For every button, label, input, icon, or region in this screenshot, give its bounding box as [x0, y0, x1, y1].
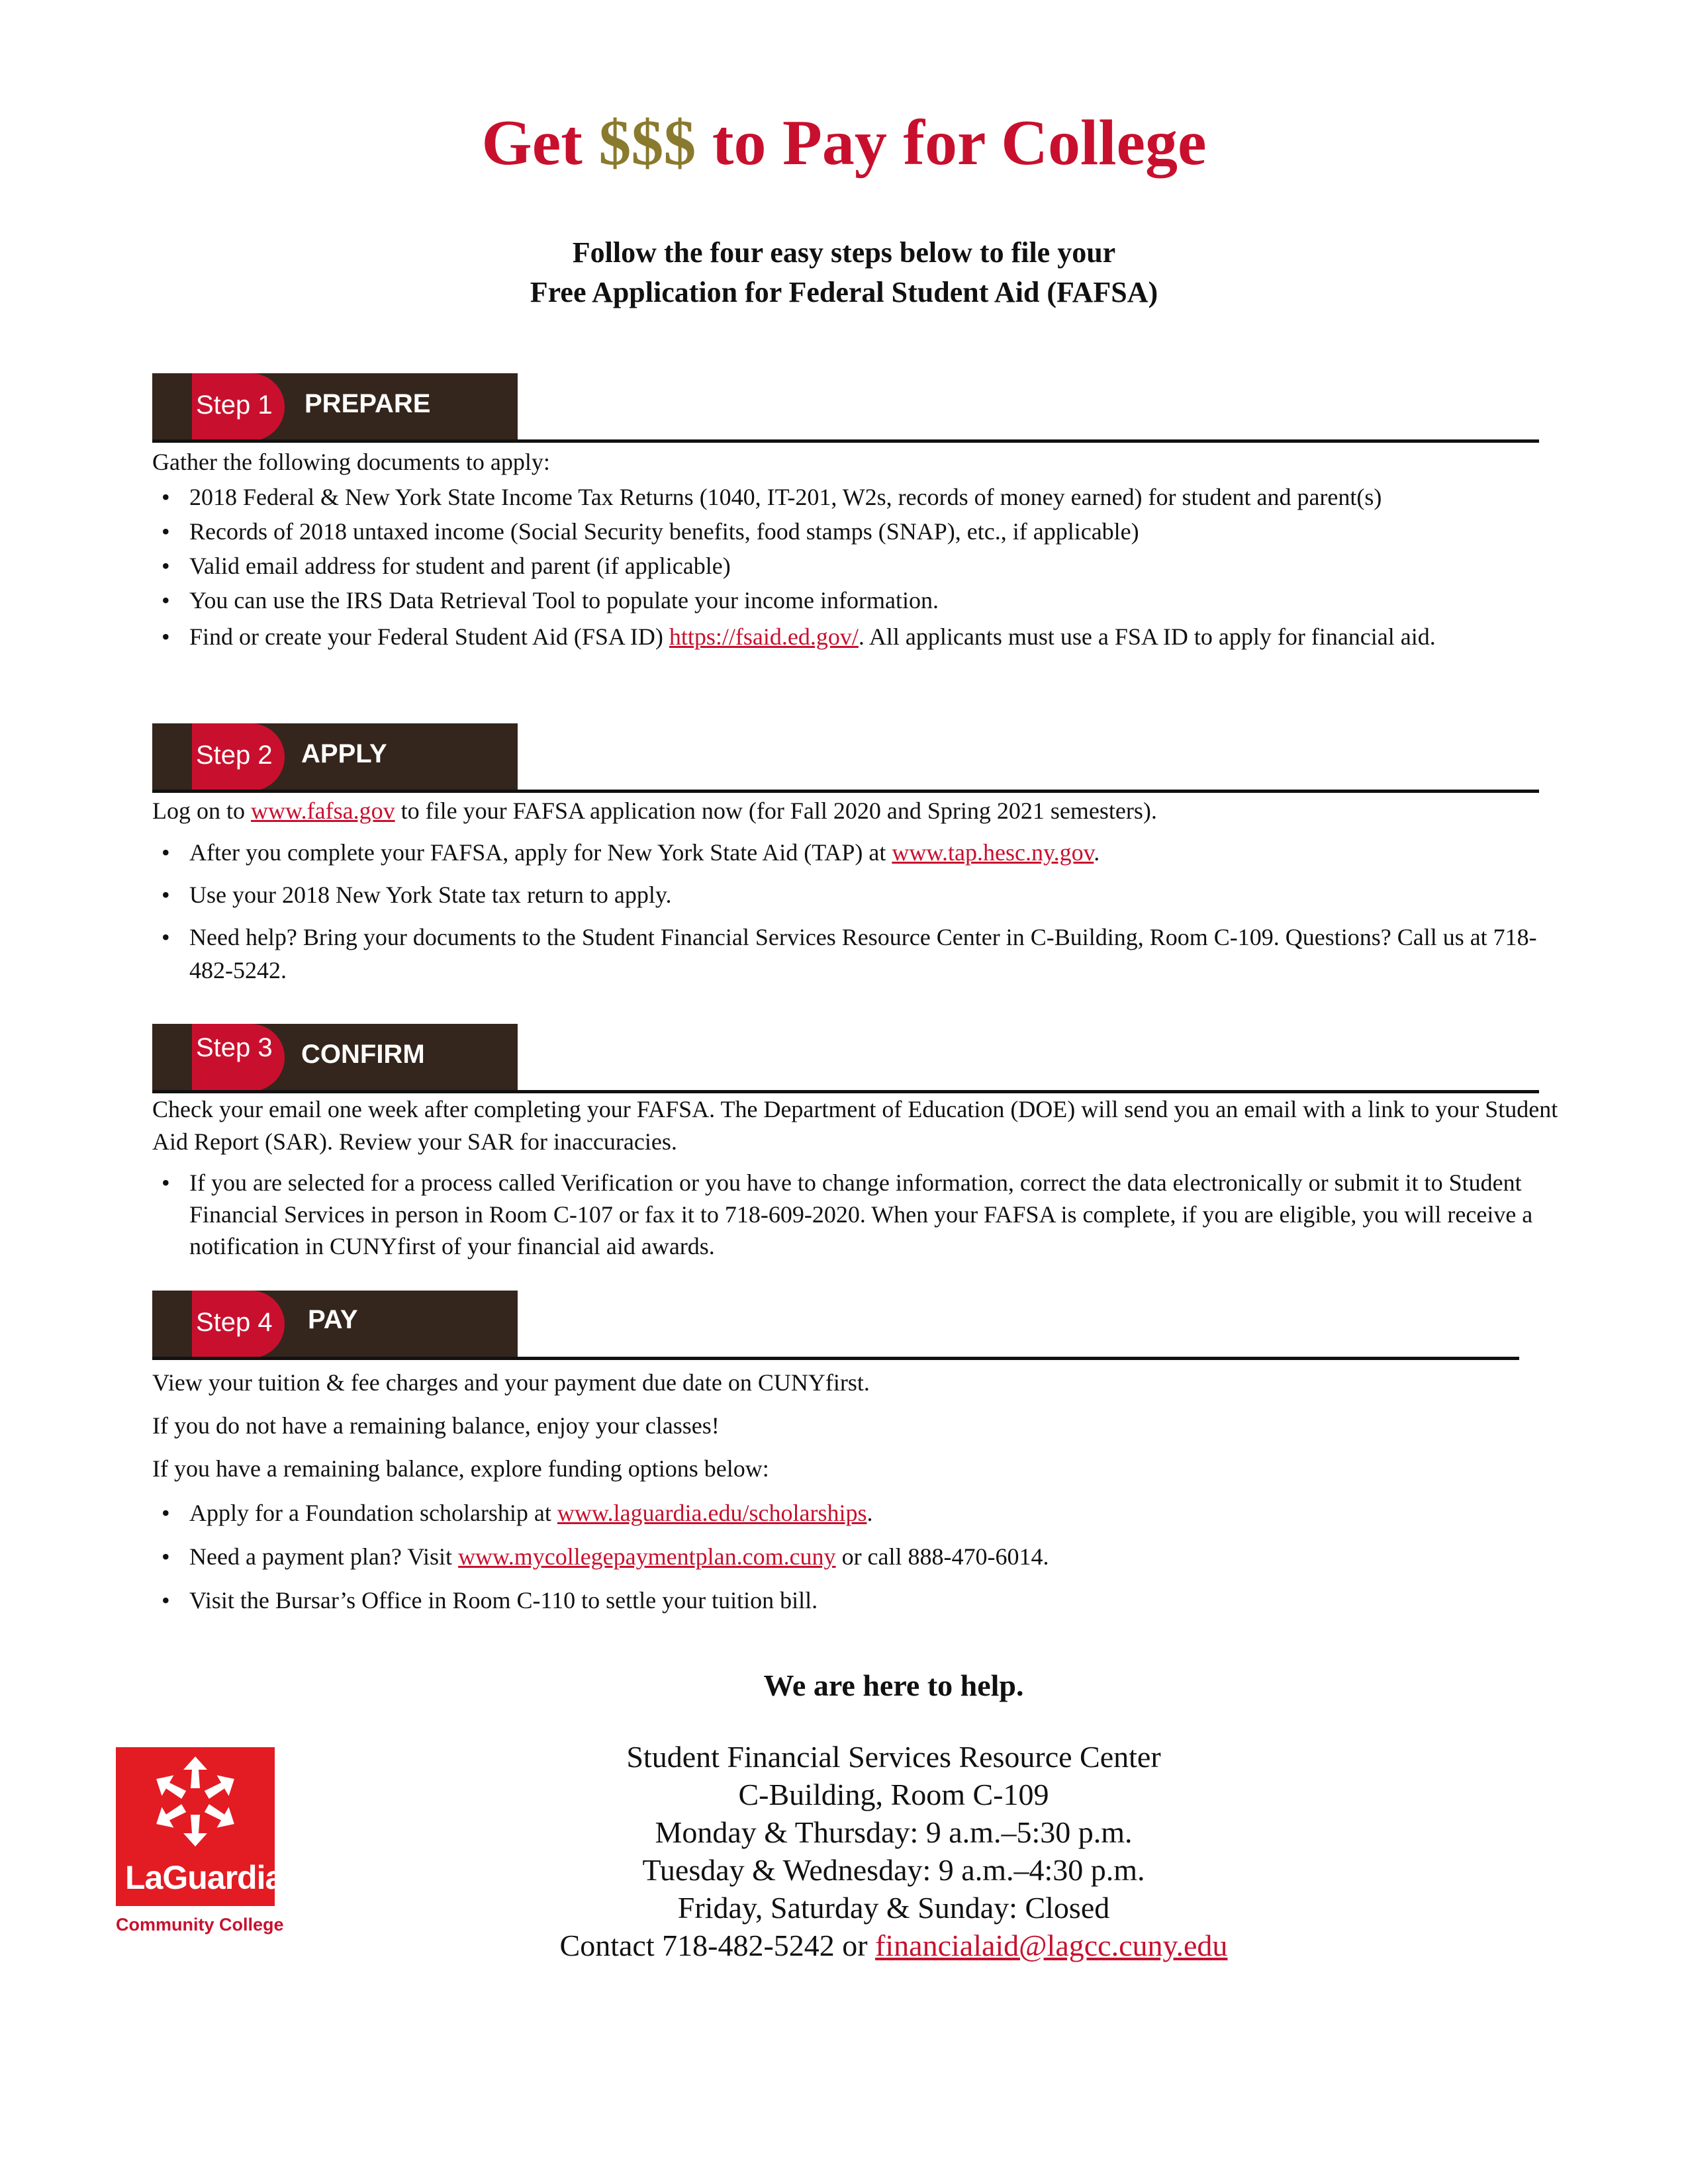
step1-intro: Gather the following documents to apply:	[152, 449, 550, 475]
help-room: C-Building, Room C-109	[738, 1778, 1049, 1811]
list-item	[152, 1535, 1569, 1578]
step3-label: Step 3	[196, 1033, 273, 1062]
list-item	[152, 480, 1569, 514]
contact-block	[397, 1738, 1390, 1964]
step4-lines	[152, 1361, 1569, 1490]
step4-header	[152, 1291, 518, 1358]
help-center: Student Financial Services Resource Center	[626, 1740, 1161, 1774]
step4-title: PAY	[308, 1305, 358, 1334]
step2-rule	[152, 790, 1539, 793]
step3-header-edge	[152, 1024, 192, 1091]
step1-bullet-text: You can use the IRS Data Retrieval Tool to populate your income information.	[189, 587, 939, 614]
step1-bullet-text: Records of 2018 untaxed income (Social Security benefits, food stamps (SNAP), etc., if applicable)	[189, 518, 1139, 545]
scholarships-link[interactable]: www.laguardia.edu/scholarships	[557, 1500, 867, 1526]
list-item	[152, 878, 1569, 911]
logo-name: LaGuardia	[125, 1859, 283, 1896]
step2-bullet3: Need help? Bring your documents to the Student Financial Services Resource Center in C-Building, Room C-109. Questions? Call us at 718-482-5242.	[189, 924, 1537, 983]
help-hours3: Friday, Saturday & Sunday: Closed	[677, 1891, 1110, 1925]
star-burst-icon	[116, 1747, 275, 1860]
step1-list	[152, 480, 1569, 656]
list-item	[152, 921, 1569, 987]
step2-title: APPLY	[301, 739, 387, 768]
list-item	[152, 836, 1569, 869]
step3-header	[152, 1024, 518, 1091]
step3-bullet1: If you are selected for a process called Verification or you have to change information, correct the data electronically or submit it to Student Financial Services in person in Room C-107 or fax it to 718-609-2020. When your FAFSA is complete, if you are eligible, you will receive a notification in CUNYfirst of your financial aid awards.	[189, 1169, 1533, 1259]
step4-line2: If you do not have a remaining balance, enjoy your classes!	[152, 1412, 720, 1439]
help-title: We are here to help.	[763, 1668, 1024, 1702]
title-part1: Get	[481, 107, 599, 179]
subtitle	[0, 233, 1688, 312]
step3-intro: Check your email one week after completing your FAFSA. The Department of Education (DOE) will send you an email with a link to your Student Aid Report (SAR). Review your SAR for inaccuracies.	[152, 1096, 1558, 1155]
logo-subtitle: Community College	[116, 1915, 284, 1934]
page-title	[0, 106, 1688, 180]
step3-list	[152, 1167, 1569, 1262]
fsaid-link[interactable]: https://fsaid.ed.gov/	[669, 623, 859, 650]
step1-title: PREPARE	[305, 389, 431, 418]
help-hours2: Tuesday & Wednesday: 9 a.m.–4:30 p.m.	[642, 1853, 1145, 1887]
subtitle-line1: Follow the four easy steps below to file your	[572, 236, 1116, 269]
list-item	[152, 1167, 1569, 1262]
step2-bullet2: Use your 2018 New York State tax return to apply.	[189, 882, 672, 908]
tap-link[interactable]: www.tap.hesc.ny.gov	[892, 839, 1094, 866]
list-item	[152, 514, 1569, 549]
step2-tap-pre: After you complete your FAFSA, apply for New York State Aid (TAP) at	[189, 839, 892, 866]
step2-intro-post: to file your FAFSA application now (for Fall 2020 and Spring 2021 semesters).	[395, 797, 1157, 824]
step1-fsa-post: . All applicants must use a FSA ID to apply for financial aid.	[858, 623, 1436, 650]
step2-intro	[152, 794, 1569, 827]
fafsa-link[interactable]: www.fafsa.gov	[251, 797, 395, 824]
step3-title: CONFIRM	[301, 1040, 425, 1069]
title-money: $$$	[598, 107, 696, 179]
step1-rule	[152, 439, 1539, 443]
step4-plan-post: or call 888-470-6014.	[835, 1543, 1049, 1570]
step2-list	[152, 836, 1569, 987]
step4-line1: View your tuition & fee charges and your payment due date on CUNYfirst.	[152, 1369, 870, 1396]
step1-bullet-text: 2018 Federal & New York State Income Tax Returns (1040, IT-201, W2s, records of money earned) for student and parent(s)	[189, 484, 1382, 510]
step4-list	[152, 1491, 1569, 1622]
step2-header-edge	[152, 723, 192, 791]
step4-sch-pre: Apply for a Foundation scholarship at	[189, 1500, 557, 1526]
list-item	[152, 583, 1569, 617]
laguardia-logo	[116, 1747, 283, 1906]
help-hours1: Monday & Thursday: 9 a.m.–5:30 p.m.	[655, 1815, 1133, 1849]
step4-line3: If you have a remaining balance, explore funding options below:	[152, 1455, 769, 1482]
step2-header	[152, 723, 518, 791]
title-part2: to Pay for College	[696, 107, 1207, 179]
step4-header-edge	[152, 1291, 192, 1358]
step1-fsa-pre: Find or create your Federal Student Aid (FSA ID)	[189, 623, 669, 650]
step1-header-edge	[152, 373, 192, 441]
email-link[interactable]: financialaid@lagcc.cuny.edu	[875, 1929, 1228, 1962]
step1-label: Step 1	[196, 390, 273, 420]
step2-tap-post: .	[1094, 839, 1100, 866]
list-item	[152, 617, 1569, 656]
list-item	[152, 1578, 1569, 1622]
subtitle-line2: Free Application for Federal Student Aid (FAFSA)	[530, 276, 1158, 308]
step1-header	[152, 373, 518, 441]
list-item	[152, 1491, 1569, 1535]
payment-plan-link[interactable]: www.mycollegepaymentplan.com.cuny	[458, 1543, 836, 1570]
list-item	[152, 549, 1569, 583]
step1-bullet-text: Valid email address for student and parent (if applicable)	[189, 553, 731, 579]
step4-bursar: Visit the Bursar’s Office in Room C-110 to settle your tuition bill.	[189, 1587, 818, 1614]
step4-sch-post: .	[867, 1500, 873, 1526]
step4-rule	[152, 1357, 1519, 1360]
step4-label: Step 4	[196, 1308, 273, 1337]
step4-plan-pre: Need a payment plan? Visit	[189, 1543, 459, 1570]
help-contact	[397, 1927, 1390, 1964]
step2-label: Step 2	[196, 741, 273, 770]
step2-intro-pre: Log on to	[152, 797, 251, 824]
help-contact-pre: Contact 718-482-5242 or	[559, 1929, 876, 1962]
